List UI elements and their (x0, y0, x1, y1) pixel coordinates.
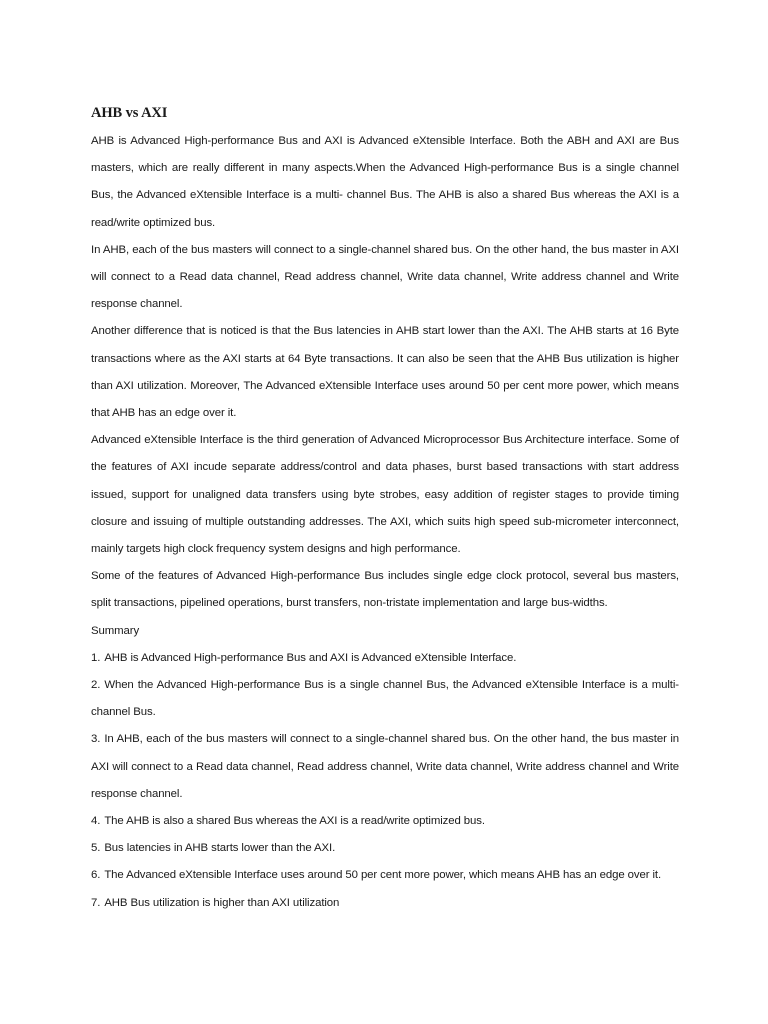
paragraph-bus-masters: In AHB, each of the bus masters will connect to a single-channel shared bus. On the other hand, the bus master in AXI will connect to a Read data channel, Read address channel, Write data channel, Write address channel and Write response channel. (91, 243, 679, 311)
summary-item-number: 6. (91, 869, 101, 882)
summary-item (91, 808, 679, 835)
summary-item (91, 672, 679, 726)
summary-item (91, 835, 679, 862)
summary-item-text: When the Advanced High-performance Bus is a single channel Bus, the Advanced eXtensible Interface is a multi-channel Bus. (91, 679, 679, 719)
summary-item-number: 7. (91, 896, 101, 909)
summary-item (91, 890, 679, 917)
summary-item-number: 3. (91, 733, 101, 746)
summary-item (91, 862, 679, 889)
summary-item-text: The AHB is also a shared Bus whereas the AXI is a read/write optimized bus. (104, 815, 485, 828)
summary-item-text: In AHB, each of the bus masters will connect to a single-channel shared bus. On the other hand, the bus master in AXI will connect to a Read data channel, Read address channel, Write data channel, Write address channel and Write response channel. (91, 733, 679, 800)
summary-item-text: Bus latencies in AHB starts lower than the AXI. (104, 842, 336, 855)
summary-item (91, 645, 679, 672)
paragraph-ahb-features: Some of the features of Advanced High-performance Bus includes single edge clock protocol, several bus masters, split transactions, pipelined operations, burst transfers, non-tristate implementation and large bus-widths. (91, 570, 679, 610)
summary-item-number: 4. (91, 815, 101, 828)
summary-item-number: 2. (91, 679, 101, 692)
paragraph-intro: AHB is Advanced High-performance Bus and AXI is Advanced eXtensible Interface. Both the ABH and AXI are Bus masters, which are really different in many aspects.When the Advanced High-performance Bus is a single channel Bus, the Advanced eXtensible Interface is a multi- channel Bus. The AHB is also a shared Bus whereas the AXI is a read/write optimized bus. (91, 135, 679, 229)
summary-item-number: 5. (91, 842, 101, 855)
summary-item-text: AHB is Advanced High-performance Bus and AXI is Advanced eXtensible Interface. (104, 651, 517, 664)
paragraph-axi-features: Advanced eXtensible Interface is the third generation of Advanced Microprocessor Bus Architecture interface. Some of the features of AXI incude separate address/control and data phases, burst based transactions with start address issued, support for unaligned data transfers using byte strobes, easy addition of register stages to provide timing closure and issuing of multiple outstanding addresses. The AXI, which suits high speed sub-micrometer interconnect, mainly targets high clock frequency system designs and high performance. (91, 434, 679, 556)
summary-list (91, 645, 679, 917)
summary-heading: Summary (91, 624, 140, 637)
document-title: AHB vs AXI (91, 105, 168, 121)
summary-item-text: The Advanced eXtensible Interface uses around 50 per cent more power, which means AHB has an edge over it. (104, 869, 662, 882)
summary-item-number: 1. (91, 651, 101, 664)
summary-item-text: AHB Bus utilization is higher than AXI utilization (104, 896, 340, 909)
document-page (91, 100, 679, 917)
paragraph-latency: Another difference that is noticed is that the Bus latencies in AHB start lower than the AXI. The AHB starts at 16 Byte transactions where as the AXI starts at 64 Byte transactions. It can also be seen that the AHB Bus utilization is higher than AXI utilization. Moreover, The Advanced eXtensible Interface uses around 50 per cent more power, which means that AHB has an edge over it. (91, 325, 679, 420)
summary-item (91, 726, 679, 808)
